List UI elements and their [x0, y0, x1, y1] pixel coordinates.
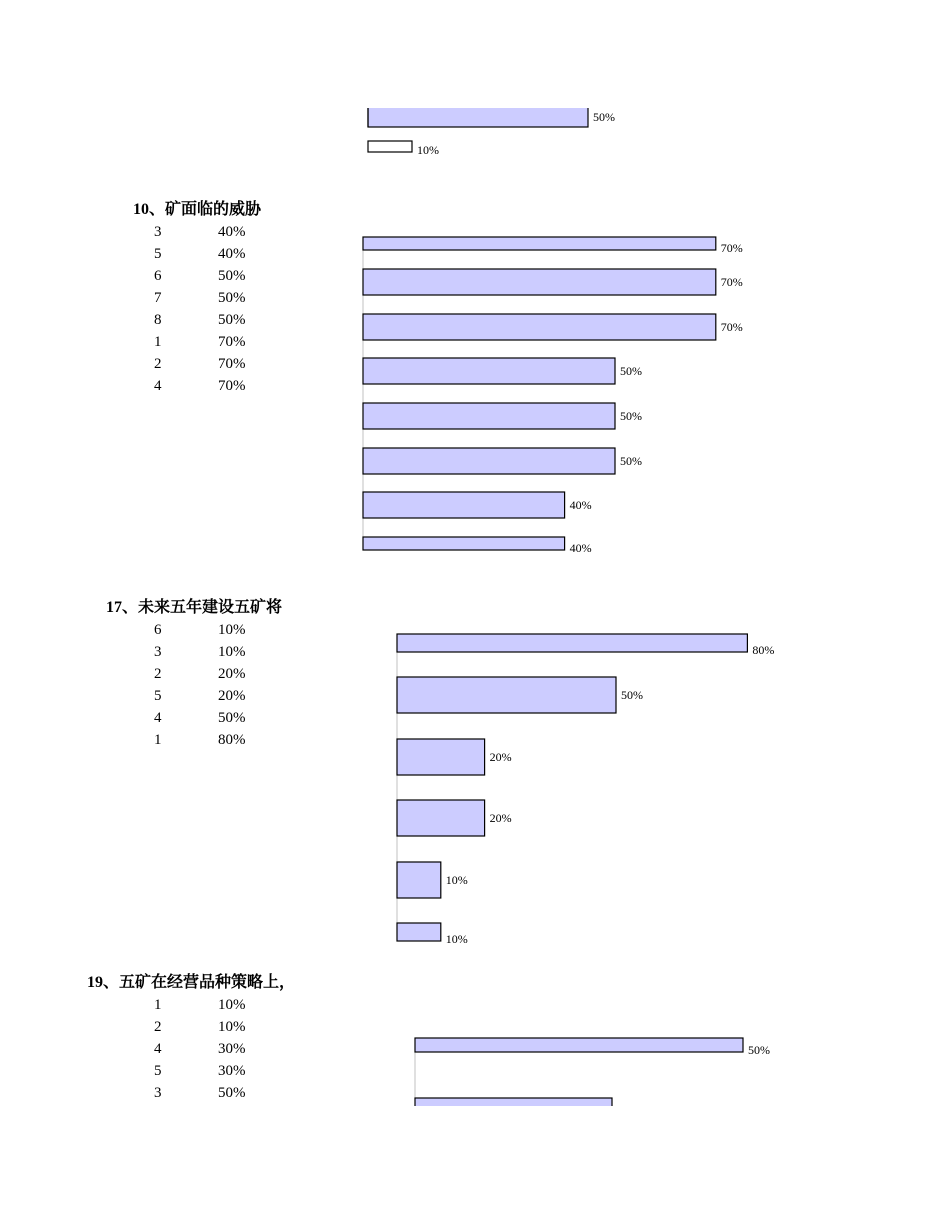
table-code-cell: 5: [154, 1063, 162, 1079]
bar: [363, 237, 716, 250]
section-title-threats: 10、矿面临的威胁: [133, 201, 262, 218]
bar: [397, 739, 485, 775]
table-code-cell: 3: [154, 1085, 162, 1101]
table-pct-cell: 80%: [218, 732, 246, 748]
bar-value-label: 40%: [569, 498, 592, 512]
table-code-cell: 1: [154, 997, 162, 1013]
bar: [363, 358, 615, 384]
bar-value-label: 10%: [417, 143, 439, 157]
table-pct-cell: 30%: [218, 1041, 246, 1057]
table-code-cell: 1: [154, 334, 162, 350]
table-pct-cell: 20%: [218, 666, 246, 682]
table-pct-cell: 40%: [218, 224, 246, 240]
bar-value-label: 20%: [489, 811, 512, 825]
table-code-cell: 3: [154, 224, 162, 240]
table-pct-cell: 70%: [218, 378, 246, 394]
table-code-cell: 4: [154, 710, 162, 726]
table-code-cell: 7: [154, 290, 162, 306]
chart-five-year: [106, 597, 774, 946]
chart-strategy: [87, 966, 770, 1112]
bar: [363, 492, 565, 518]
bar-value-label: 10%: [445, 873, 468, 887]
data-table-five-year: [154, 622, 246, 748]
title-clip-mask: [333, 966, 363, 996]
bar: [397, 923, 441, 941]
bar-value-label: 20%: [489, 750, 512, 764]
table-pct-cell: 50%: [218, 710, 246, 726]
bar: [363, 448, 615, 474]
table-code-cell: 2: [154, 666, 162, 682]
bar-value-label: 70%: [720, 275, 743, 289]
table-pct-cell: 10%: [218, 1019, 246, 1035]
table-code-cell: 3: [154, 644, 162, 660]
bar: [368, 107, 588, 127]
table-code-cell: 8: [154, 312, 162, 328]
table-pct-cell: 10%: [218, 622, 246, 638]
bottom-crop-mask: [0, 1106, 950, 1230]
bar: [397, 862, 441, 898]
bar-value-label: 50%: [620, 364, 642, 378]
table-code-cell: 4: [154, 378, 162, 394]
bar: [397, 800, 485, 836]
bar: [368, 141, 412, 152]
chart-threats: [133, 199, 743, 555]
bar-value-label: 70%: [720, 320, 743, 334]
bar-value-label: 50%: [593, 110, 615, 124]
bar-value-label: 70%: [720, 241, 743, 255]
table-code-cell: 4: [154, 1041, 162, 1057]
chart-partial-top: [368, 107, 615, 157]
table-code-cell: 5: [154, 246, 162, 262]
table-pct-cell: 20%: [218, 688, 246, 704]
table-pct-cell: 70%: [218, 334, 246, 350]
table-pct-cell: 10%: [218, 997, 246, 1013]
table-pct-cell: 10%: [218, 644, 246, 660]
section-title-five-year: 17、未来五年建设五矿将: [106, 599, 283, 616]
table-code-cell: 6: [154, 268, 162, 284]
table-pct-cell: 50%: [218, 290, 246, 306]
table-code-cell: 2: [154, 356, 162, 372]
bar-value-label: 50%: [620, 409, 642, 423]
table-pct-cell: 50%: [218, 268, 246, 284]
bar: [397, 677, 616, 713]
bar: [363, 403, 615, 429]
bar: [397, 634, 747, 652]
data-table-threats: [154, 224, 246, 394]
top-crop-mask: [0, 0, 950, 108]
bar-value-label: 50%: [620, 454, 642, 468]
bar-value-label: 10%: [445, 932, 468, 946]
section-title-strategy: 19、五矿在经营品种策略上，: [87, 974, 296, 991]
bar-value-label: 80%: [752, 643, 775, 657]
table-pct-cell: 40%: [218, 246, 246, 262]
bar-value-label: 40%: [569, 541, 592, 555]
bar: [415, 1038, 743, 1052]
table-pct-cell: 50%: [218, 1085, 246, 1101]
data-table-strategy: [154, 997, 246, 1101]
table-pct-cell: 30%: [218, 1063, 246, 1079]
bar-value-label: 50%: [748, 1043, 770, 1057]
table-code-cell: 1: [154, 732, 162, 748]
table-pct-cell: 50%: [218, 312, 246, 328]
bar: [363, 537, 565, 550]
bar: [363, 314, 716, 340]
bar: [363, 269, 716, 295]
table-code-cell: 6: [154, 622, 162, 638]
bar-value-label: 50%: [621, 688, 643, 702]
table-code-cell: 2: [154, 1019, 162, 1035]
table-pct-cell: 70%: [218, 356, 246, 372]
table-code-cell: 5: [154, 688, 162, 704]
